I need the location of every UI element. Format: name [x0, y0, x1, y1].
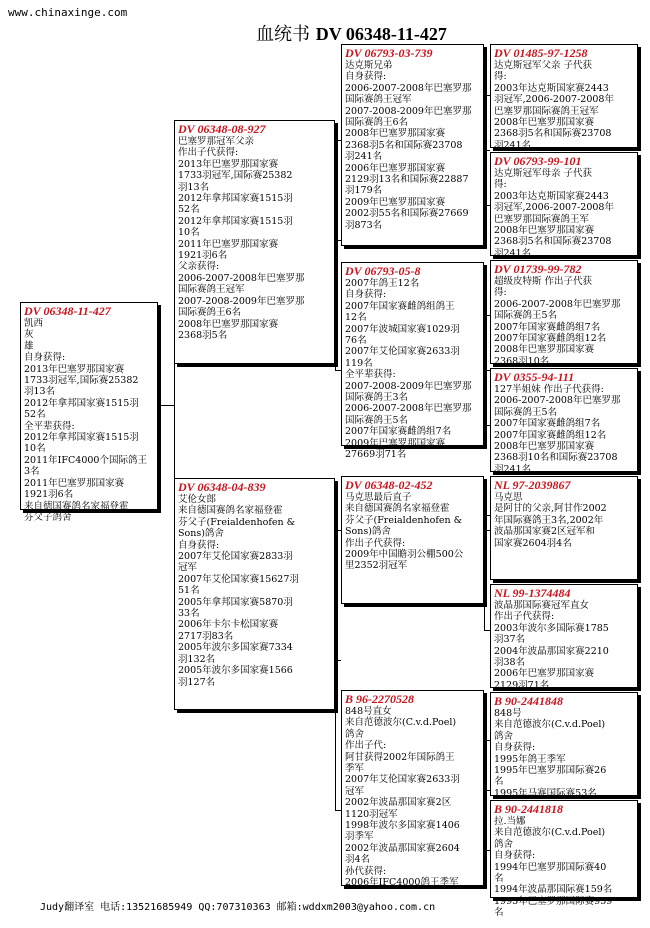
pedigree-text-line: 名: [494, 873, 504, 885]
pedigree-text-line: 马克思: [494, 492, 523, 503]
pedigree-text-line: 2012年拿邦国家赛1515羽: [24, 397, 139, 409]
pedigree-text-line: 艾伦女郎: [178, 494, 217, 505]
pedigree-text-line: 达克斯冠军母亲 子代获: [494, 168, 593, 179]
pedigree-text-line: 来自范德波尔(C.v.d.Poel): [345, 717, 457, 729]
ring-number: NL 97-2039867: [494, 478, 571, 492]
ring-number: DV 01485-97-1258: [494, 46, 588, 60]
pedigree-text-line: 2009年中国瞻羽公棚500公: [345, 549, 464, 561]
pedigree-text-line: 2007-2008-2009年巴塞罗那: [345, 380, 472, 392]
dam-box: [174, 478, 335, 710]
pedigree-text-line: 2007年国家赛雌鸽组7名: [345, 426, 452, 438]
pedigree-text-line: 来自范德波尔(C.v.d.Poel): [494, 719, 606, 731]
pedigree-text-line: 10名: [178, 227, 200, 239]
great-grandparent-box-8: [490, 800, 638, 919]
pedigree-text-line: 1921羽6名: [178, 250, 228, 262]
great-grandparent-box-2: [490, 152, 638, 259]
pedigree-text-line: 得:: [494, 179, 507, 191]
pedigree-text-line: 阿甘获得2002年国际鸽王: [345, 751, 455, 763]
pedigree-text-line: 来自德国赛鸽名家福登霍: [178, 505, 283, 517]
ring-number: DV 06348-11-427: [24, 304, 111, 318]
pedigree-text-line: 羽241名: [494, 463, 532, 475]
pedigree-text-line: 2005年波尔多国家赛1566: [178, 665, 293, 677]
pedigree-text-line: 季军: [345, 763, 365, 775]
pedigree-text-line: 2007年国家赛雌鸽组7名: [494, 418, 601, 430]
pedigree-text-line: 2005年拿邦国家赛5870羽: [178, 596, 293, 608]
pedigree-text-line: 848号: [494, 708, 522, 719]
pedigree-text-line: 羽冠军,2006-2007-2008年: [494, 202, 614, 214]
pedigree-text-line: 76名: [345, 335, 367, 347]
pedigree-text-line: 3名: [24, 466, 40, 478]
dam-dam-box: [341, 690, 484, 889]
pedigree-text-line: 马克思最后直子: [345, 492, 412, 503]
pedigree-text-line: 2006年巴塞罗那国家赛: [345, 162, 446, 174]
pedigree-text-line: 2009年巴塞罗那国家赛: [345, 196, 446, 208]
title-ring-number: DV 06348-11-427: [315, 24, 447, 44]
pedigree-text-line: 10名: [24, 443, 46, 455]
pedigree-text-line: 2007年艾伦国家赛2633羽: [345, 346, 460, 358]
pedigree-text-line: 鸽舍: [494, 838, 514, 850]
pedigree-text-line: 国际赛鸽王冠军: [345, 94, 412, 106]
ring-number: DV 06348-04-839: [178, 480, 266, 494]
pedigree-text-line: 巴塞罗那冠军父亲: [178, 136, 255, 147]
pedigree-text-line: 2008年巴塞罗那国家赛: [178, 318, 279, 330]
pedigree-text-line: 2006年IFC4000鸽王季军: [345, 877, 459, 889]
pedigree-text-line: 羽127名: [178, 676, 216, 688]
pedigree-text-line: 2007年艾伦国家赛2833羽: [178, 551, 293, 563]
pedigree-text-line: 灰: [24, 329, 34, 341]
pedigree-text-line: 来自德国赛鸽名家福登霍: [345, 503, 450, 515]
pedigree-text-line: 作出子代获得:: [178, 147, 239, 159]
pedigree-text-line: 自身获得:: [494, 742, 536, 754]
pedigree-text-line: 羽13名: [178, 181, 210, 193]
pedigree-text-line: 名: [494, 907, 504, 919]
ring-number: B 96-2270528: [345, 692, 414, 706]
connector-line: [158, 405, 174, 406]
connector-line: [484, 740, 485, 850]
great-grandparent-box-7: [490, 692, 638, 799]
great-grandparent-box-6: [490, 584, 638, 691]
pedigree-text-line: 2717羽83名: [178, 630, 234, 642]
pedigree-text-line: 2007-2008-2009年巴塞罗那: [178, 295, 305, 307]
pedigree-text-line: 2012年拿邦国家赛1515羽: [178, 215, 293, 227]
pedigree-text-line: 2002年波晶那国家赛2区: [345, 797, 452, 809]
pedigree-text-line: 达克斯兄弟: [345, 60, 393, 71]
pedigree-text-line: 1994年巴塞罗那国际赛40: [494, 861, 607, 873]
ring-number: DV 06348-08-927: [178, 122, 266, 136]
footer-contact: Judy翻译室 电话:13521685949 QQ:707310363 邮箱:wddxm2003@yahoo.com.cn: [40, 902, 436, 913]
pedigree-text-line: 33名: [178, 608, 200, 620]
pedigree-text-line: 2007-2008-2009年巴塞罗那: [345, 105, 472, 117]
ring-number: DV 06348-02-452: [345, 478, 433, 492]
pedigree-text-line: 羽241名: [494, 247, 532, 259]
pedigree-text-line: 1995年马赛国际赛53名: [494, 787, 597, 799]
great-grandparent-box-5: [490, 476, 638, 580]
connector-line: [484, 315, 485, 425]
pedigree-text-line: 2006年卡尔卡松国家赛: [178, 619, 279, 631]
great-grandparent-box-1: [490, 44, 638, 151]
pedigree-text-line: 来自范德波尔(C.v.d.Poel): [494, 827, 606, 839]
pedigree-text-line: 27669羽71名: [345, 449, 407, 461]
pedigree-text-line: 国际赛鸽王6名: [178, 307, 242, 319]
pedigree-text-line: Sons)鸽舍: [345, 526, 391, 538]
pedigree-text-line: 2368羽10名和国际赛23708: [494, 452, 618, 464]
pedigree-text-line: 2013年巴塞罗那国家赛: [24, 363, 125, 375]
pedigree-text-line: 作出子代获得:: [494, 611, 555, 623]
ring-number: DV 06793-03-739: [345, 46, 433, 60]
pedigree-text-line: 2007年艾伦国家赛2633羽: [345, 774, 460, 786]
pedigree-text-line: 2012年拿邦国家赛1515羽: [178, 193, 293, 205]
pedigree-text-line: 羽38名: [494, 657, 526, 669]
pedigree-text-line: 国际赛鸽王3名: [345, 392, 409, 404]
pedigree-text-line: 2009年巴塞罗那国家赛: [345, 437, 446, 449]
pedigree-text-line: 2129羽13名和国际赛22887: [345, 174, 469, 186]
pedigree-text-line: 年国际赛鸽王3名,2002年: [494, 514, 604, 526]
ring-number: DV 06793-05-8: [345, 264, 421, 278]
pedigree-text-line: 2003年达克斯国家赛2443: [494, 190, 609, 202]
connector-line: [484, 515, 485, 630]
pedigree-text-line: 12名: [345, 312, 367, 324]
pedigree-text-line: 2011年IFC4000个国际鸽王: [24, 454, 147, 466]
pedigree-text-line: 波晶那国际赛冠军直女: [494, 600, 590, 611]
pedigree-text-line: 1995年巴塞罗那国际赛959: [494, 895, 613, 907]
pedigree-text-line: 芬父子(Freialdenhofen &: [345, 514, 463, 526]
great-grandparent-box-3: [490, 260, 638, 367]
pedigree-text-line: 全平辈获得:: [24, 420, 75, 432]
pedigree-text-line: 巴塞罗那国际赛鸽王冠军: [494, 105, 599, 117]
pedigree-text-line: 羽13名: [24, 386, 56, 398]
pedigree-text-line: 超级皮特斯 作出子代获: [494, 276, 593, 287]
sire-sire-box: [341, 44, 484, 246]
pedigree-text-line: 1733羽冠军,国际赛25382: [178, 170, 293, 182]
pedigree-text-line: 波晶那国家赛2区冠军和: [494, 526, 596, 538]
dam-sire-box: [341, 476, 484, 604]
pedigree-text-line: 国家赛2604羽4名: [494, 537, 572, 549]
pedigree-text-line: 2006-2007-2008年巴塞罗那: [494, 298, 621, 310]
pedigree-text-line: 父亲获得:: [178, 261, 220, 273]
pedigree-text-line: 羽132名: [178, 653, 216, 665]
pedigree-text-line: 2008年巴塞罗那国家赛: [345, 128, 446, 140]
pedigree-text-line: 巴塞罗那国际赛鸽王军: [494, 213, 590, 225]
connector-line: [335, 530, 336, 810]
pedigree-text-line: 2006-2007-2008年巴塞罗那: [345, 82, 472, 94]
pedigree-text-line: 鸽舍: [345, 728, 365, 740]
pedigree-text-line: 1120羽冠军: [345, 808, 398, 820]
pedigree-text-line: 羽241名: [345, 151, 383, 163]
pedigree-text-line: 2368羽5名和国际赛23708: [494, 128, 612, 140]
pedigree-text-line: 2368羽5名和国际赛23708: [494, 236, 612, 248]
pedigree-text-line: 1733羽冠军,国际赛25382: [24, 375, 139, 387]
pedigree-text-line: 2007年波城国家赛1029羽: [345, 323, 460, 335]
pedigree-text-line: 国际赛鸽王5名: [345, 414, 409, 426]
pedigree-text-line: 2007年鸽王12名: [345, 278, 420, 289]
pedigree-text-line: 2011年巴塞罗那国家赛: [178, 238, 279, 250]
pedigree-text-line: 1995年鸽王季军: [494, 753, 566, 765]
pedigree-text-line: 雄: [24, 340, 34, 352]
ring-number: DV 0355-94-111: [494, 370, 575, 384]
pedigree-text-line: 孙代获得:: [345, 865, 387, 877]
pedigree-text-line: 2008年巴塞罗那国家赛: [494, 225, 595, 237]
pedigree-text-line: 达克斯冠军父亲 子代获: [494, 60, 593, 71]
pedigree-text-line: 国际赛鸽王5名: [494, 406, 558, 418]
pedigree-text-line: 2006-2007-2008年巴塞罗那: [178, 272, 305, 284]
pedigree-text-line: 2006年巴塞罗那国家赛: [494, 668, 595, 680]
pedigree-text-line: 2368羽5名和国际赛23708: [345, 139, 463, 151]
pedigree-text-line: 2129羽71名: [494, 679, 550, 691]
pedigree-text-line: 1921羽6名: [24, 489, 74, 501]
pedigree-text-line: 2007年国家赛雌鸽组7名: [494, 321, 601, 333]
great-grandparent-box-4: [490, 368, 638, 475]
pedigree-text-line: 羽873名: [345, 219, 383, 231]
pedigree-text-line: 得:: [494, 71, 507, 83]
ring-number: DV 06793-99-101: [494, 154, 582, 168]
pedigree-text-line: 作出子代获得:: [345, 537, 406, 549]
pedigree-text-line: 2002年波晶那国家赛2604: [345, 842, 460, 854]
pedigree-text-line: 2007年艾伦国家赛15627羽: [178, 573, 299, 585]
pedigree-text-line: 119名: [345, 357, 373, 369]
pedigree-text-line: 羽季军: [345, 831, 374, 843]
pedigree-text-line: 自身获得:: [24, 352, 66, 364]
pedigree-text-line: 自身获得:: [178, 539, 220, 551]
pedigree-text-line: 2006-2007-2008年巴塞罗那: [494, 395, 621, 407]
ring-number: NL 99-1374484: [494, 586, 571, 600]
pedigree-text-line: 2007年国家赛雌鸽组12名: [494, 333, 607, 345]
pedigree-text-line: 凯西: [24, 318, 44, 329]
pedigree-text-line: 名: [494, 776, 504, 788]
pedigree-text-line: 2006-2007-2008年巴塞罗那: [345, 403, 472, 415]
pedigree-text-line: 127半姐妹 作出子代获得:: [494, 384, 604, 395]
pedigree-text-line: 自身获得:: [494, 850, 536, 862]
pedigree-text-line: 国际赛鸽王6名: [345, 117, 409, 129]
pedigree-text-line: 羽冠军,2006-2007-2008年: [494, 94, 614, 106]
pedigree-text-line: 羽37名: [494, 634, 526, 646]
pedigree-text-line: 2005年波尔多国家赛7334: [178, 642, 293, 654]
pedigree-text-line: 里2352羽冠军: [345, 560, 408, 572]
pedigree-text-line: 自身获得:: [345, 289, 387, 301]
page-title: [256, 20, 447, 46]
pedigree-text-line: 1994年波晶那国际赛159名: [494, 884, 613, 896]
pedigree-text-line: 2007年国家赛雌鸽组鸽王: [345, 300, 455, 312]
pedigree-text-line: 国际赛鸽王5名: [494, 310, 558, 322]
subject-pigeon-box: [20, 302, 158, 523]
ring-number: DV 01739-99-782: [494, 262, 582, 276]
pedigree-text-line: 得:: [494, 287, 507, 299]
pedigree-text-line: 2011年巴塞罗那国家赛: [24, 477, 125, 489]
pedigree-text-line: 2012年拿邦国家赛1515羽: [24, 432, 139, 444]
pedigree-text-line: 52名: [24, 409, 46, 421]
ring-number: B 90-2441848: [494, 694, 563, 708]
pedigree-text-line: 来自德国赛鸽名家福登霍: [24, 500, 129, 512]
pedigree-text-line: 芬父子(Freialdenhofen &: [178, 516, 296, 528]
pedigree-text-line: 2368羽5名: [178, 329, 228, 341]
pedigree-text-line: 848号直女: [345, 706, 392, 717]
connector-line: [484, 95, 485, 205]
pedigree-text-line: 2008年巴塞罗那国家赛: [494, 344, 595, 356]
pedigree-text-line: 羽241名: [494, 139, 532, 151]
pedigree-text-line: 2368羽10名: [494, 355, 550, 367]
sire-dam-box: [341, 262, 484, 461]
pedigree-text-line: 1998年波尔多国家赛1406: [345, 820, 460, 832]
pedigree-text-line: 2002羽55名和国际赛27669: [345, 208, 469, 220]
pedigree-text-line: 1995年巴塞罗那国际赛26: [494, 765, 607, 777]
pedigree-text-line: 全平辈获得:: [345, 369, 396, 381]
pedigree-text-line: 2004年波晶那国家赛2210: [494, 645, 609, 657]
pedigree-text-line: 自身获得:: [345, 71, 387, 83]
pedigree-text-line: 拉.当娜: [494, 816, 526, 827]
pedigree-text-line: 羽179名: [345, 185, 383, 197]
pedigree-text-line: 2003年波尔多国际赛1785: [494, 622, 609, 634]
pedigree-text-line: 芬父子鸽舍: [24, 511, 72, 523]
pedigree-text-line: 是阿甘的父亲,阿甘作2002: [494, 503, 607, 515]
pedigree-text-line: 冠军: [178, 562, 198, 574]
title-text: 血统书: [256, 24, 310, 45]
pedigree-text-line: 2007年国家赛雌鸽组12名: [494, 429, 607, 441]
pedigree-text-line: 52名: [178, 204, 200, 216]
pedigree-text-line: Sons)鸽舍: [178, 528, 224, 540]
ring-number: B 90-2441818: [494, 802, 563, 816]
pedigree-text-line: 鸽舍: [494, 730, 514, 742]
pedigree-text-line: 作出子代:: [345, 740, 387, 752]
pedigree-text-line: 2008年巴塞罗那国家赛: [494, 441, 595, 453]
sire-box: [174, 120, 335, 364]
pedigree-text-line: 羽4名: [345, 854, 371, 866]
connector-line: [335, 140, 336, 370]
pedigree-text-line: 2013年巴塞罗那国家赛: [178, 158, 279, 170]
pedigree-text-line: 2008年巴塞罗那国家赛: [494, 117, 595, 129]
pedigree-text-line: 2003年达克斯国家赛2443: [494, 82, 609, 94]
pedigree-text-line: 51名: [178, 585, 200, 597]
site-watermark-url: www.chinaxinge.com: [8, 6, 128, 19]
pedigree-text-line: 冠军: [345, 785, 365, 797]
pedigree-text-line: 国际赛鸽王冠军: [178, 284, 245, 296]
